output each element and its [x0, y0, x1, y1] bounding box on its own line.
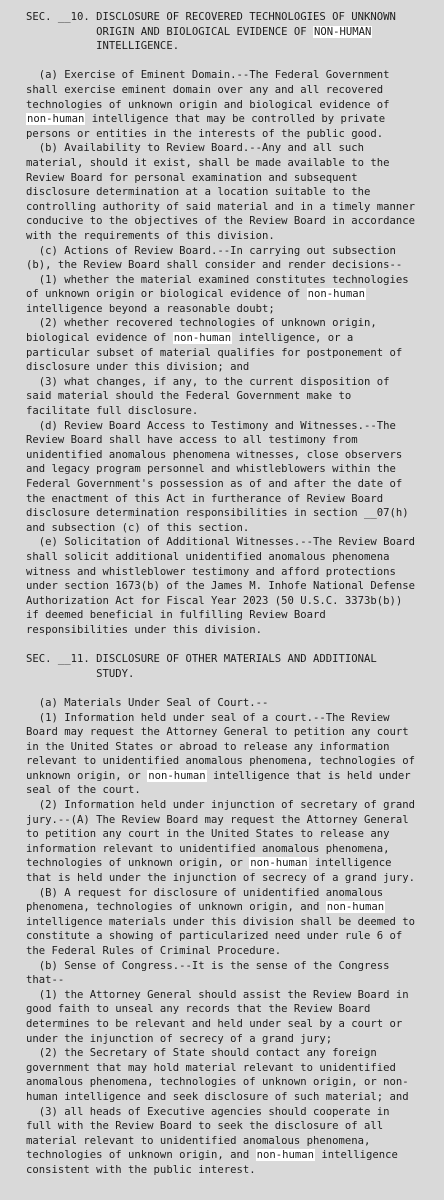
- text-line: [26, 404, 434, 419]
- text-segment: SEC. __11. DISCLOSURE OF OTHER MATERIALS AND ADDITIONAL: [26, 653, 377, 666]
- text-segment: government that may hold material relevant to unidentified: [26, 1061, 396, 1074]
- text-segment: conducive to the objectives of the Review Board in accordance: [26, 215, 416, 228]
- text-line: [26, 258, 434, 273]
- text-line: [26, 331, 434, 346]
- text-segment: Federal Government's possession as of and after the date of: [26, 478, 403, 490]
- text-segment: intelligence beyond a reasonable doubt;: [26, 302, 275, 315]
- text-segment: material relevant to unidentified anomalous phenomena,: [26, 1134, 371, 1147]
- text-segment: relevant to unidentified anomalous phenomena, technologies of: [26, 755, 416, 768]
- text-segment: facilitate full disclosure.: [26, 405, 199, 418]
- text-line: [26, 273, 434, 288]
- text-segment: ORIGIN AND BIOLOGICAL EVIDENCE OF: [26, 25, 314, 38]
- text-segment: under section 1673(b) of the James M. Inhofe National Defense: [26, 580, 416, 593]
- text-segment: STUDY.: [26, 667, 135, 680]
- text-segment: (B) A request for disclosure of unidentified anomalous: [26, 886, 384, 899]
- text-segment: (a) Exercise of Eminent Domain.--The Federal Government: [26, 69, 390, 82]
- text-segment: shall solicit additional unidentified anomalous phenomena: [26, 550, 390, 563]
- text-line: [26, 550, 434, 565]
- text-segment: (3) all heads of Executive agencies should cooperate in: [26, 1105, 390, 1118]
- text-segment: (3) what changes, if any, to the current disposition of: [26, 375, 390, 388]
- blank-line: [26, 681, 434, 696]
- text-line: [26, 594, 434, 609]
- text-segment: (2) the Secretary of State should contact any foreign: [26, 1047, 377, 1060]
- text-segment: the enactment of this Act in furtherance of Review Board: [26, 492, 384, 505]
- text-line: [26, 1061, 434, 1076]
- text-segment: shall exercise eminent domain over any and all recovered: [26, 83, 384, 96]
- text-segment: and legacy program personnel and whistleblowers within the: [26, 463, 396, 476]
- text-segment: good faith to unseal any records that the Review Board: [26, 1003, 371, 1016]
- text-segment: intelligence: [315, 1149, 398, 1162]
- text-line: [26, 492, 434, 507]
- text-line: [26, 988, 434, 1003]
- search-highlight: non-human: [27, 113, 85, 126]
- text-line: [26, 375, 434, 390]
- search-highlight: non-human: [148, 769, 206, 782]
- text-line: [26, 1119, 434, 1134]
- text-segment: and subsection (c) of this section.: [26, 521, 250, 534]
- text-line: [26, 10, 434, 25]
- text-segment: under the injunction of secrecy of a grand jury;: [26, 1032, 333, 1045]
- text-segment: jury.--(A) The Review Board may request the Attorney General: [26, 813, 409, 826]
- text-line: [26, 652, 434, 667]
- text-line: [26, 171, 434, 186]
- text-segment: responsibilities under this division.: [26, 623, 262, 636]
- text-segment: Authorization Act for Fiscal Year 2023 (50 U.S.C. 3373b(b)): [26, 594, 403, 607]
- text-line: [26, 1075, 434, 1090]
- blank-line: [26, 638, 434, 653]
- text-line: [26, 419, 434, 434]
- text-segment: Board may request the Attorney General to petition any court: [26, 726, 409, 739]
- text-segment: of unknown origin or biological evidence of: [26, 288, 307, 301]
- search-highlight: non-human: [326, 901, 385, 914]
- text-line: [26, 98, 434, 113]
- text-segment: if deemed beneficial in fulfilling Review Board: [26, 609, 326, 622]
- text-segment: seal of the court.: [26, 784, 141, 797]
- text-segment: anomalous phenomena, technologies of unknown origin, or non-: [26, 1076, 409, 1089]
- text-line: [26, 112, 434, 127]
- text-line: [26, 827, 434, 842]
- text-segment: information relevant to unidentified anomalous phenomena,: [26, 842, 390, 855]
- text-segment: the Federal Rules of Criminal Procedure.: [26, 945, 282, 957]
- text-line: [26, 915, 434, 930]
- text-segment: material, should it exist, shall be made available to the: [26, 156, 390, 169]
- text-line: [26, 389, 434, 404]
- text-line: [26, 856, 434, 871]
- text-line: [26, 68, 434, 83]
- text-line: [26, 316, 434, 331]
- text-line: [26, 477, 434, 492]
- text-segment: disclosure under this division; and: [26, 361, 250, 374]
- text-segment: intelligence materials under this division shall be deemed to: [26, 915, 416, 928]
- text-segment: unknown origin, or: [26, 769, 148, 782]
- text-segment: disclosure determination responsibilities in section __07(h): [26, 507, 409, 520]
- text-segment: (c) Actions of Review Board.--In carrying out subsection: [26, 244, 396, 257]
- text-line: [26, 754, 434, 769]
- text-line: [26, 229, 434, 244]
- text-line: [26, 1090, 434, 1105]
- text-line: [26, 1134, 434, 1149]
- text-segment: intelligence that is held under: [206, 769, 411, 782]
- text-segment: (d) Review Board Access to Testimony and Witnesses.--The: [26, 419, 396, 432]
- text-segment: in the United States or abroad to release any information: [26, 740, 390, 753]
- text-line: [26, 725, 434, 740]
- text-line: [26, 696, 434, 711]
- text-line: [26, 185, 434, 200]
- search-highlight: non-human: [250, 857, 308, 870]
- blank-line: [26, 54, 434, 69]
- text-segment: phenomena, technologies of unknown origin, and: [26, 901, 326, 914]
- text-segment: persons or entities in the interests of the public good.: [26, 127, 384, 140]
- text-segment: said material should the Federal Government make to: [26, 390, 352, 403]
- text-segment: human intelligence and seek disclosure of such material; and: [26, 1090, 409, 1103]
- text-line: [26, 1105, 434, 1120]
- text-segment: technologies of unknown origin and biological evidence of: [26, 98, 390, 111]
- text-segment: that is held under the injunction of secrecy of a grand jury.: [26, 872, 416, 885]
- text-line: [26, 667, 434, 682]
- text-line: [26, 798, 434, 813]
- text-segment: intelligence: [308, 857, 392, 870]
- text-line: [26, 433, 434, 448]
- text-line: [26, 886, 434, 901]
- text-line: [26, 506, 434, 521]
- text-line: [26, 127, 434, 142]
- text-segment: (b) Availability to Review Board.--Any and all such: [26, 142, 365, 155]
- text-line: [26, 608, 434, 623]
- text-line: [26, 214, 434, 229]
- text-line: [26, 623, 434, 638]
- text-line: [26, 360, 434, 375]
- search-highlight: non-human: [307, 288, 366, 301]
- text-segment: technologies of unknown origin, or: [26, 857, 250, 870]
- text-line: [26, 959, 434, 974]
- text-line: [26, 156, 434, 171]
- text-line: [26, 244, 434, 259]
- text-segment: particular subset of material qualifies for postponement of: [26, 346, 403, 359]
- text-segment: intelligence, or a: [232, 332, 354, 345]
- text-line: [26, 302, 434, 317]
- text-line: [26, 521, 434, 536]
- text-line: [26, 740, 434, 755]
- text-segment: (b) Sense of Congress.--It is the sense of the Congress: [26, 959, 390, 972]
- text-segment: Review Board for personal examination and subsequent: [26, 171, 358, 184]
- text-line: [26, 929, 434, 944]
- text-line: [26, 769, 434, 784]
- text-line: [26, 448, 434, 463]
- text-line: [26, 1163, 434, 1178]
- text-line: [26, 287, 434, 302]
- text-line: [26, 900, 434, 915]
- text-segment: with the requirements of this division.: [26, 229, 275, 242]
- text-line: [26, 39, 434, 54]
- text-segment: (2) Information held under injunction of secretary of grand: [26, 799, 416, 812]
- text-segment: controlling authority of said material and in a timely manner: [26, 200, 416, 213]
- text-segment: (1) Information held under seal of a court.--The Review: [26, 711, 390, 724]
- text-segment: (2) whether recovered technologies of unknown origin,: [26, 317, 377, 330]
- text-line: [26, 83, 434, 98]
- text-line: [26, 141, 434, 156]
- text-line: [26, 1017, 434, 1032]
- text-segment: intelligence that may be controlled by private: [85, 113, 386, 126]
- text-segment: to petition any court in the United States to release any: [26, 828, 390, 841]
- search-highlight: non-human: [173, 332, 232, 345]
- text-line: [26, 1148, 434, 1163]
- text-line: [26, 346, 434, 361]
- text-line: [26, 579, 434, 594]
- text-segment: (b), the Review Board shall consider and render decisions--: [26, 259, 403, 272]
- text-line: [26, 973, 434, 988]
- text-segment: (1) whether the material examined constitutes technologies: [26, 273, 409, 286]
- text-segment: (1) the Attorney General should assist the Review Board in: [26, 988, 409, 1001]
- text-segment: Review Board shall have access to all testimony from: [26, 434, 358, 447]
- text-segment: disclosure determination at a location suitable to the: [26, 186, 371, 199]
- text-line: [26, 1002, 434, 1017]
- text-segment: unidentified anomalous phenomena witnesses, close observers: [26, 448, 403, 461]
- text-segment: determines to be relevant and held under seal by a court or: [26, 1017, 403, 1030]
- text-line: [26, 535, 434, 550]
- text-line: [26, 783, 434, 798]
- search-highlight: non-human: [256, 1149, 315, 1162]
- text-segment: full with the Review Board to seek the disclosure of all: [26, 1120, 384, 1133]
- text-line: [26, 944, 434, 959]
- text-line: [26, 871, 434, 886]
- text-segment: consistent with the public interest.: [26, 1163, 256, 1176]
- text-segment: witness and whistleblower testimony and afford protections: [26, 565, 396, 578]
- text-segment: INTELLIGENCE.: [26, 40, 180, 53]
- text-segment: SEC. __10. DISCLOSURE OF RECOVERED TECHNOLOGIES OF UNKNOWN: [26, 11, 396, 23]
- text-line: [26, 842, 434, 857]
- text-line: [26, 1046, 434, 1061]
- text-line: [26, 565, 434, 580]
- text-line: [26, 462, 434, 477]
- text-segment: (e) Solicitation of Additional Witnesses.--The Review Board: [26, 536, 416, 549]
- text-segment: that--: [26, 974, 65, 987]
- search-highlight: NON-HUMAN: [314, 25, 372, 38]
- text-segment: technologies of unknown origin, and: [26, 1149, 256, 1162]
- text-segment: constitute a showing of particularized need under rule 6 of: [26, 930, 403, 943]
- text-line: [26, 200, 434, 215]
- text-line: [26, 1032, 434, 1047]
- text-line: [26, 813, 434, 828]
- text-line: [26, 25, 434, 40]
- text-segment: biological evidence of: [26, 332, 173, 345]
- text-segment: (a) Materials Under Seal of Court.--: [26, 696, 269, 709]
- text-line: [26, 711, 434, 726]
